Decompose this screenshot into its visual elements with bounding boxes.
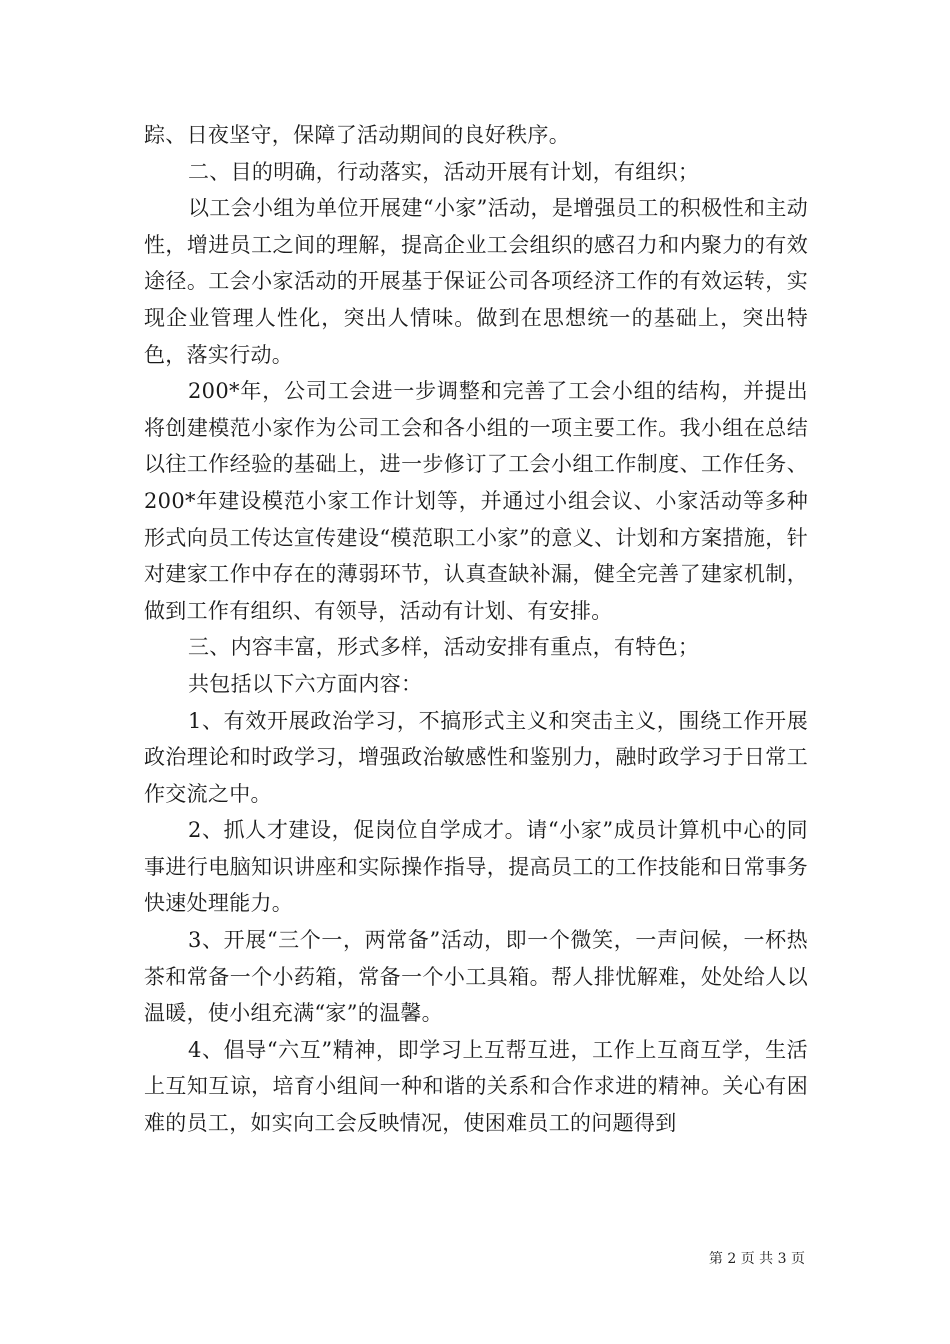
section-heading-2: 二、目的明确，行动落实，活动开展有计划，有组织； bbox=[188, 159, 700, 184]
paragraph-union-adjustment: 200*年，公司工会进一步调整和完善了工会小组的结构，并提出将创建模范小家作为公司工会和各小组的一项主要工作。我小组在总结以往工作经验的基础上，进一步修订了工会小组工作制度、工作任务、200*年建设模范小家工作计划等，并通过小组会议、小家活动等多种形式向员工传达宣传建设“模范职工小家”的意义、计划和方案措施，针对建家工作中存在的薄弱环节，认真查缺补漏，健全完善了建家机制，做到工作有组织、有领导，活动有计划、有安排。 bbox=[144, 379, 808, 623]
section-heading-3: 三、内容丰富，形式多样，活动安排有重点，有特色； bbox=[188, 635, 700, 660]
list-item-1: 1、有效开展政治学习，不搞形式主义和突击主义，围绕工作开展政治理论和时政学习，增强政治敏感性和鉴别力，融时政学习于日常工作交流之中。 bbox=[144, 708, 808, 806]
paragraph-six-aspects-intro: 共包括以下六方面内容： bbox=[188, 671, 423, 696]
paragraph-small-home-activity: 以工会小组为单位开展建“小家”活动，是增强员工的积极性和主动性，增进员工之间的理解，提高企业工会组织的感召力和内聚力的有效途径。工会小家活动的开展基于保证公司各项经济工作的有效运转，实现企业管理人性化，突出人情味。做到在思想统一的基础上，突出特色，落实行动。 bbox=[144, 196, 808, 367]
document-body bbox=[144, 117, 808, 1142]
list-item-4: 4、倡导“六互”精神，即学习上互帮互进，工作上互商互学，生活上互知互谅，培育小组间一种和谐的关系和合作求进的精神。关心有困难的员工，如实向工会反映情况，使困难员工的问题得到 bbox=[144, 1037, 808, 1136]
paragraph-continuation: 踪、日夜坚守，保障了活动期间的良好秩序。 bbox=[144, 123, 570, 147]
list-item-3: 3、开展“三个一，两常备”活动，即一个微笑，一声问候，一杯热茶和常备一个小药箱，常备一个小工具箱。帮人排忧解难，处处给人以温暖，使小组充满“家”的温馨。 bbox=[144, 928, 808, 1026]
page-number: 第 2 页 共 3 页 bbox=[708, 1251, 805, 1267]
list-item-2: 2、抓人才建设，促岗位自学成才。请“小家”成员计算机中心的同事进行电脑知识讲座和实际操作指导，提高员工的工作技能和日常事务快速处理能力。 bbox=[144, 818, 808, 916]
